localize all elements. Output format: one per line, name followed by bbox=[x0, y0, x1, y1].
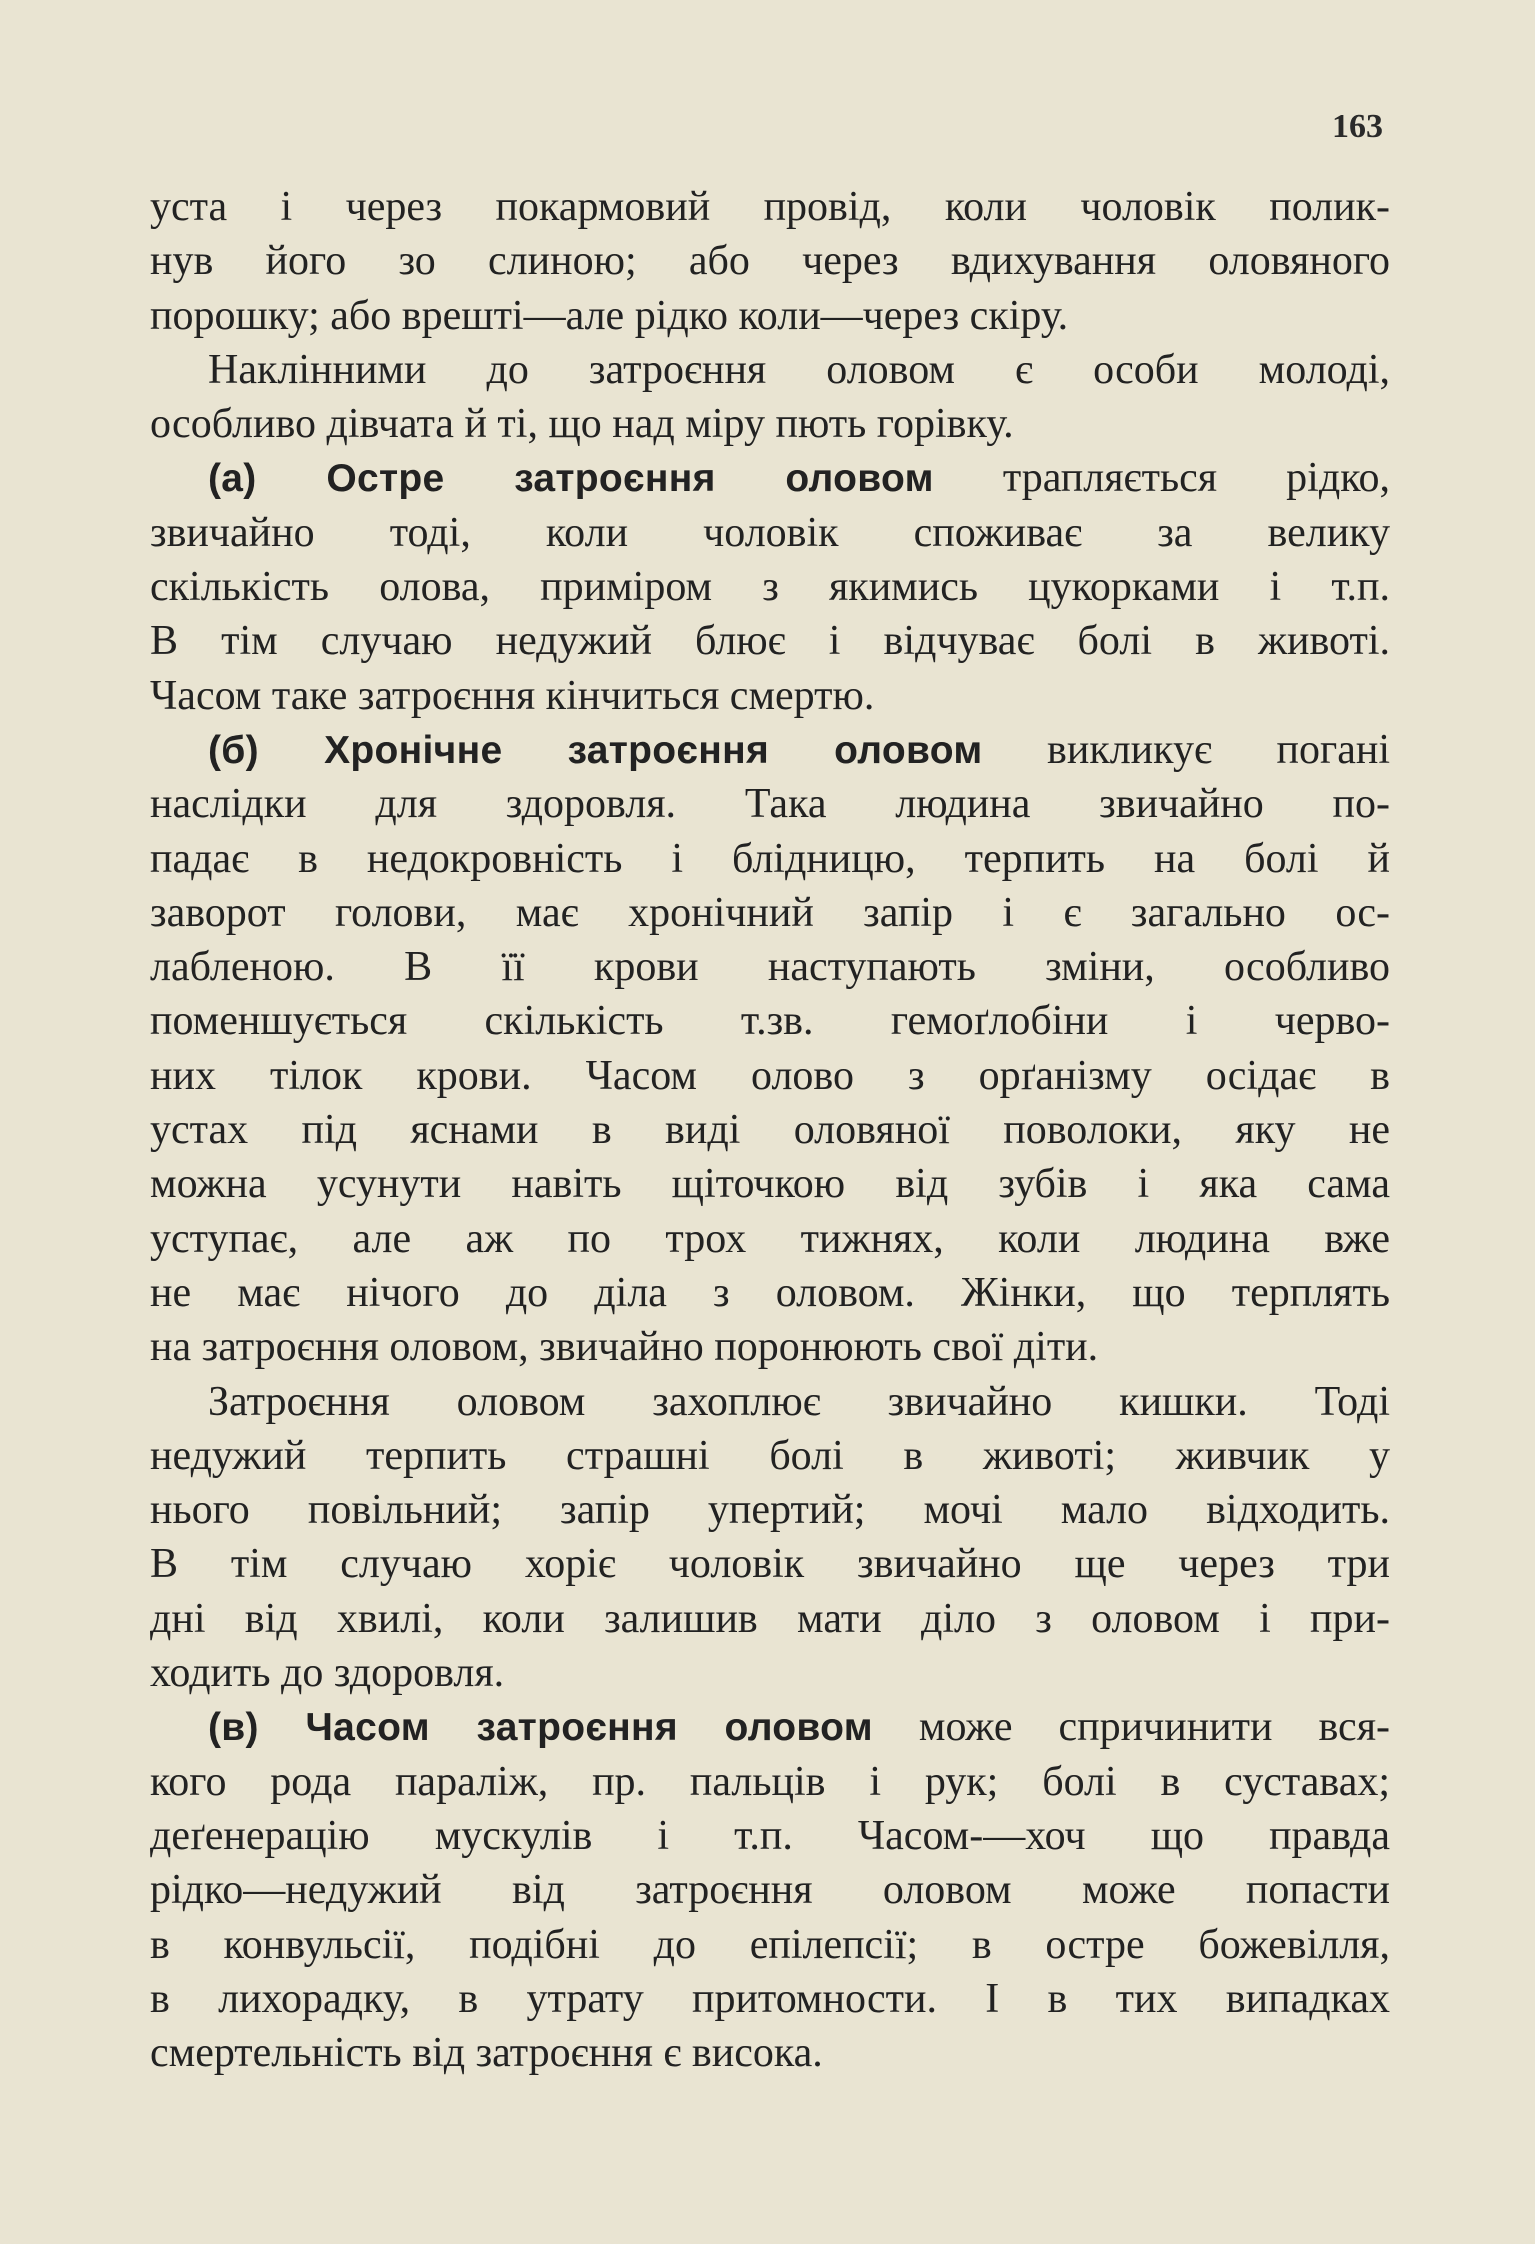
line-text: лабленою. В її крови наступають зміни, особливо bbox=[150, 944, 1390, 991]
text-line bbox=[150, 832, 1390, 886]
line-text: поменшується скількість т.зв. гемоґлобіни і черво- bbox=[150, 998, 1390, 1045]
text-line bbox=[150, 289, 1390, 343]
line-text: порошку; або врешті—але рідко коли—через скіру. bbox=[150, 292, 1069, 339]
text-line bbox=[150, 614, 1390, 668]
text-line bbox=[150, 2026, 1390, 2080]
section-heading: (а) Остре затроєння оловом bbox=[208, 457, 934, 501]
line-text: Затроєння оловом захоплює звичайно кишки. Тоді bbox=[208, 1378, 1390, 1425]
text-line bbox=[150, 1483, 1390, 1537]
line-text: нув його зо слиною; або через вдихування оловяного bbox=[150, 238, 1390, 285]
page-number: 163 bbox=[1332, 108, 1383, 145]
text-line bbox=[150, 777, 1390, 831]
line-text: на затроєння оловом, звичайно поронюють свої діти. bbox=[150, 1324, 1099, 1371]
text-line bbox=[150, 1863, 1390, 1917]
text-line bbox=[150, 886, 1390, 940]
text-line bbox=[150, 1700, 1390, 1754]
text-line bbox=[150, 234, 1390, 288]
line-text: них тілок крови. Часом олово з орґанізму осідає в bbox=[150, 1052, 1390, 1099]
line-text: ходить до здоровля. bbox=[150, 1650, 505, 1697]
text-line bbox=[150, 1592, 1390, 1646]
text-line bbox=[150, 1429, 1390, 1483]
line-text: падає в недокровність і блідницю, терпить на болі й bbox=[150, 835, 1390, 882]
line-text: рідко—недужий від затроєння оловом може попасти bbox=[150, 1867, 1390, 1914]
text-line bbox=[150, 451, 1390, 505]
text-line bbox=[150, 1049, 1390, 1103]
line-text: деґенерацію мускулів і т.п. Часом-—хоч що правда bbox=[150, 1812, 1390, 1859]
line-text: недужий терпить страшні болі в животі; живчик у bbox=[150, 1432, 1390, 1479]
line-text: уступає, але аж по трох тижнях, коли людина вже bbox=[150, 1215, 1390, 1262]
line-text: смертельність від затроєння є висока. bbox=[150, 2030, 823, 2077]
text-line bbox=[150, 1320, 1390, 1374]
text-line bbox=[150, 1266, 1390, 1320]
text-line bbox=[150, 1918, 1390, 1972]
text-line bbox=[150, 723, 1390, 777]
line-text: викликує погані bbox=[982, 726, 1390, 773]
text-line bbox=[150, 1375, 1390, 1429]
text-line bbox=[150, 669, 1390, 723]
line-text: нього повільний; запір упертий; мочі мало відходить. bbox=[150, 1487, 1390, 1534]
text-line bbox=[150, 940, 1390, 994]
line-text: устах під яснами в виді оловяної поволоки, яку не bbox=[150, 1107, 1390, 1154]
section-heading: (в) Часом затроєння оловом bbox=[208, 1706, 873, 1750]
line-text: уста і через покармовий провід, коли чоловік полик- bbox=[150, 184, 1390, 230]
line-text: В тім случаю хоріє чоловік звичайно ще через три bbox=[150, 1541, 1390, 1588]
line-text: В тім случаю недужий блює і відчуває болі в животі. bbox=[150, 618, 1390, 665]
text-line bbox=[150, 1157, 1390, 1211]
line-text: в конвульсії, подібні до епілепсії; в остре божевілля, bbox=[150, 1921, 1390, 1968]
text-line bbox=[150, 1972, 1390, 2026]
line-text: заворот голови, має хронічний запір і є загально ос- bbox=[150, 889, 1390, 936]
line-text: Наклінними до затроєння оловом є особи молоді, bbox=[208, 346, 1390, 393]
line-text: звичайно тоді, коли чоловік споживає за велику bbox=[150, 509, 1390, 556]
text-line bbox=[150, 506, 1390, 560]
line-text: в лихорадку, в утрату притомности. І в тих випадках bbox=[150, 1975, 1390, 2022]
line-text: може спричинити вся- bbox=[872, 1704, 1390, 1751]
text-line bbox=[150, 1755, 1390, 1809]
text-line bbox=[150, 1646, 1390, 1700]
body-text bbox=[150, 180, 1390, 2080]
line-text: трапляється рідко, bbox=[933, 455, 1390, 502]
text-line bbox=[150, 180, 1390, 234]
text-line bbox=[150, 560, 1390, 614]
text-line bbox=[150, 1212, 1390, 1266]
line-text: дні від хвилі, коли залишив мати діло з оловом і при- bbox=[150, 1595, 1390, 1642]
text-line bbox=[150, 397, 1390, 451]
line-text: кого рода параліж, пр. пальців і рук; болі в суставах; bbox=[150, 1758, 1390, 1805]
text-line bbox=[150, 1809, 1390, 1863]
text-line bbox=[150, 1103, 1390, 1157]
line-text: наслідки для здоровля. Така людина звичайно по- bbox=[150, 781, 1390, 828]
section-heading: (б) Хронічне затроєння оловом bbox=[208, 728, 983, 772]
line-text: Часом таке затроєння кінчиться смертю. bbox=[150, 672, 875, 719]
text-line bbox=[150, 343, 1390, 397]
line-text: не має нічого до діла з оловом. Жінки, що терплять bbox=[150, 1269, 1390, 1316]
line-text: особливо дівчата й ті, що над міру пють горівку. bbox=[150, 401, 1014, 448]
line-text: скількість олова, приміром з якимись цукорками і т.п. bbox=[150, 564, 1390, 611]
line-text: можна усунути навіть щіточкою від зубів і яка сама bbox=[150, 1161, 1390, 1208]
text-line bbox=[150, 994, 1390, 1048]
text-line bbox=[150, 1537, 1390, 1591]
